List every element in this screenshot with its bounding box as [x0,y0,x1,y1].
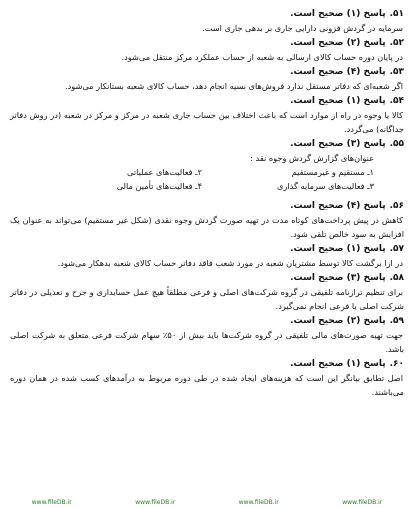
answer-52 [10,36,404,64]
answer-number: ۵۳. [389,67,404,77]
answer-heading [10,36,404,50]
answer-title: پاسخ (۱) صحیح است. [290,9,386,19]
cashflow-items [10,165,404,193]
answer-text: سرمایه در گردش فزونی دارایی جاری بر بدهی جاری است. [202,23,403,33]
answer-number: ۶۰. [389,359,404,369]
footer-link[interactable]: www.fileDB.ir [238,499,279,506]
answer-heading [10,7,404,21]
answer-text: اگر شعبه‌ای که دفاتر مستقل ندارد فروش‌های نسیه انجام دهد، حساب کالای شعبه بستانکار می‌شود. [65,81,403,91]
answer-60 [10,357,404,399]
footer-link[interactable]: www.fileDB.ir [342,499,383,506]
answer-heading [10,94,404,108]
answer-number: ۵۷. [389,244,404,254]
answer-number: ۵۲. [389,38,404,48]
answer-title: پاسخ (۳) صحیح است. [290,139,386,149]
answer-title: پاسخ (۲) صحیح است. [290,316,386,326]
answer-text: در ازا برگشت کالا توسط مشتریان شعبه در مورد شعب فاقد دفاتر حساب کالای شعبه بدهکار می‌شود. [57,258,403,268]
answer-title: پاسخ (۴) صحیح است. [290,201,386,211]
answer-title: پاسخ (۳) صحیح است. [290,273,386,283]
answer-text: کالا یا وجوه در راه از موارد است که باعث اختلاف بین حساب جاری شعبه در مرکز و مرکز در شعبه (در روش دفاتر جداگانه) می‌گردد. [10,110,404,134]
cashflow-item: ۱ـ مستقیم و غیرمستقیم [291,167,374,177]
answer-53 [10,65,404,93]
footer-watermarks [0,499,414,506]
cashflow-item: ۴ـ فعالیت‌های تأمین مالی [116,181,202,191]
answer-54 [10,94,404,136]
cashflow-item: ۲ـ فعالیت‌های عملیاتی [127,167,202,177]
answer-number: ۵۴. [389,96,404,106]
answer-58 [10,271,404,313]
answer-text: کاهش در پیش پرداخت‌های کوتاه مدت در تهیه صورت گردش وجوه نقدی (شکل غیر مستقیم) می‌تواند به عنوان یک افزایش به سود خالص تلقی شود. [10,215,404,239]
footer-link[interactable]: www.fileDB.ir [135,499,176,506]
answer-55 [10,137,404,193]
cashflow-item: ۳ـ فعالیت‌های سرمایه گذاری [277,181,374,191]
footer-link[interactable]: www.fileDB.ir [31,499,72,506]
answer-title: پاسخ (۱) صحیح است. [290,96,386,106]
answer-text: جهت تهیه صورت‌های مالی تلفیقی در گروه شرکت‌ها باید بیش از ۵۰٪ سهام شرکت فرعی متعلق به شرکت اصلی باشد. [10,330,404,354]
answer-heading [10,65,404,79]
answer-51 [10,7,404,35]
answer-title: پاسخ (۴) صحیح است. [290,67,386,77]
answer-text: برای تنظیم ترازنامه تلفیقی در گروه شرکت‌های اصلی و فرعی مطلقاً هیچ عمل حسابداری و جرح و تعدیلی در دفاتر شرکت اصلی یا فرعی انجام نمی‌گیرد. [10,287,404,311]
answer-title: پاسخ (۱) صحیح است. [290,359,386,369]
answer-heading [10,199,404,213]
answer-59 [10,314,404,356]
answer-number: ۵۹. [389,316,404,326]
answer-57 [10,242,404,270]
answer-number: ۵۵. [389,139,404,149]
answer-number: ۵۸. [389,273,404,283]
answer-text: در پایان دوره حساب کالای ارسالی به شعبه از حساب عملکرد مرکز منتقل می‌شود. [121,52,403,62]
answer-title: پاسخ (۱) صحیح است. [290,244,386,254]
answer-heading [10,242,404,256]
answer-number: ۵۶. [389,201,404,211]
answer-heading [10,137,404,151]
answer-heading [10,357,404,371]
answer-title: پاسخ (۲) صحیح است. [290,38,386,48]
answer-text: اصل تطابق بیانگر این است که هزینه‌های ایجاد شده در طی دوره مربوط به درآمدهای کسب شده در همان دوره می‌باشند. [10,373,404,397]
cashflow-intro: عنوان‌های گزارش گردش وجوه نقد : [250,153,374,163]
answer-heading [10,314,404,328]
answer-number: ۵۱. [389,9,404,19]
answer-56 [10,199,404,241]
answer-heading [10,271,404,285]
